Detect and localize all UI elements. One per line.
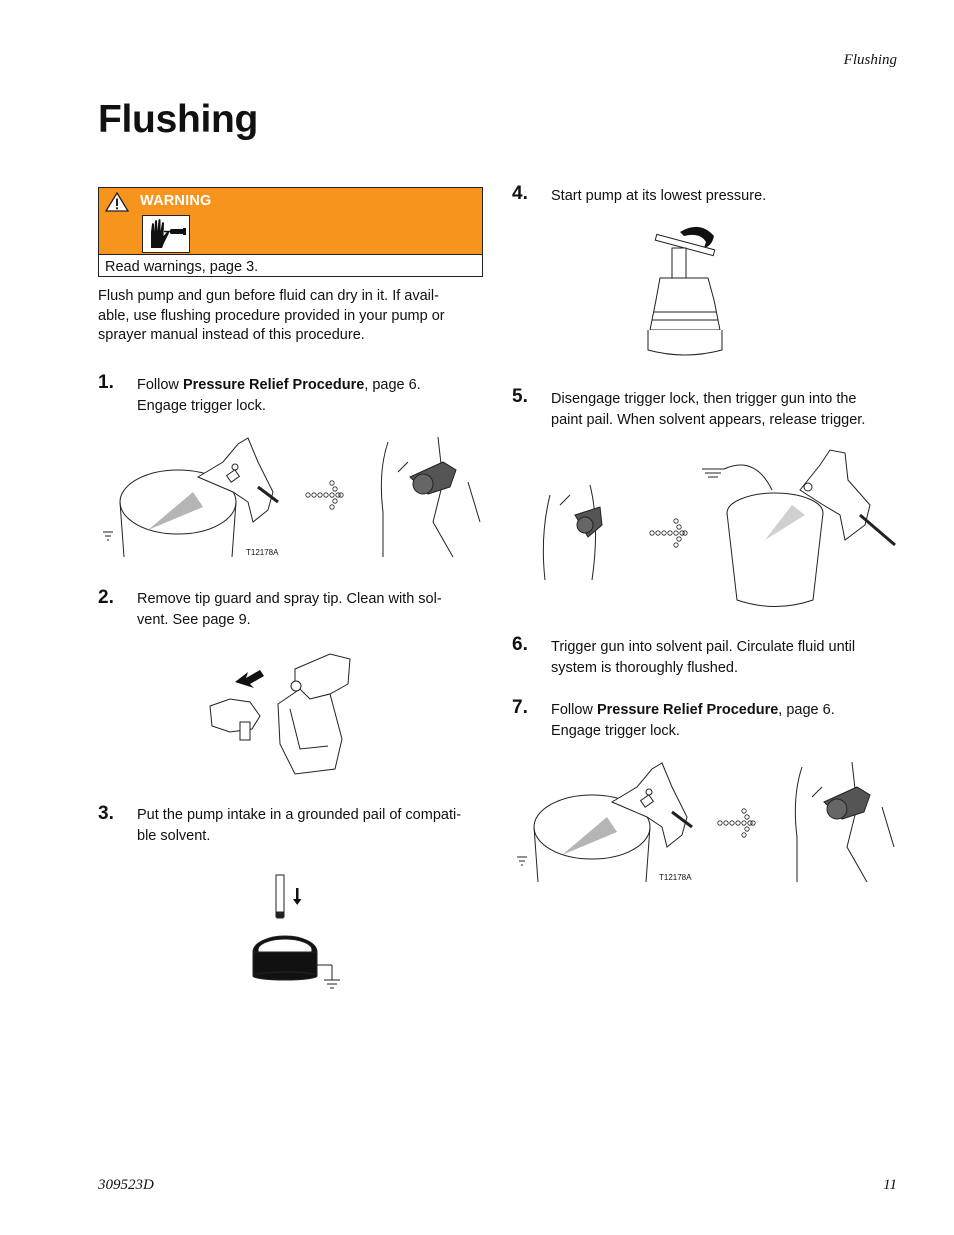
transition-arrow-icon [650, 519, 687, 547]
step-6-text [551, 637, 855, 679]
pressure-knob-illustration [648, 234, 722, 355]
warning-triangle-icon [105, 192, 129, 212]
step-1-number: 1. [98, 372, 114, 393]
step-4-number: 4. [512, 183, 528, 204]
remove-tip-arrow-icon [235, 670, 264, 688]
step-4-text [551, 186, 766, 207]
step-text-post: , page 6. [364, 377, 421, 393]
step-1-text [137, 375, 421, 417]
step-text-pre: Follow [137, 377, 183, 393]
step-2-number: 2. [98, 587, 114, 608]
step-text-line2: system is thoroughly flushed. [551, 660, 738, 676]
warning-box [98, 187, 483, 277]
figure-label: T12178A [659, 873, 692, 882]
step-3-number: 3. [98, 803, 114, 824]
step-3-text [137, 805, 461, 847]
warning-text: Read warnings, page 3. [105, 259, 259, 275]
running-header: Flushing [843, 52, 897, 68]
intro-line: able, use flushing procedure provided in your pump or [98, 307, 445, 324]
step-1-figure [98, 432, 483, 562]
document-number: 309523D [98, 1177, 154, 1193]
solvent-pail-illustration [253, 936, 317, 980]
step-5-text [551, 389, 865, 431]
step-2-text [137, 589, 442, 631]
intro-line: Flush pump and gun before fluid can dry in it. If avail- [98, 288, 439, 304]
step-7-figure [512, 757, 897, 887]
ground-symbol-icon [702, 465, 772, 490]
step-text-line1: Disengage trigger lock, then trigger gun into the [551, 391, 857, 407]
step-5-number: 5. [512, 386, 528, 407]
intro-paragraph [98, 287, 486, 346]
transition-arrow-icon [718, 809, 755, 837]
step-text-line1: Start pump at its lowest pressure. [551, 188, 767, 204]
step-text-line2: vent. See page 9. [137, 612, 251, 628]
step-7-number: 7. [512, 697, 528, 718]
step-text-pre: Follow [551, 702, 597, 718]
page-number: 11 [883, 1177, 897, 1193]
warning-header [99, 188, 482, 255]
step-7-text [551, 700, 835, 742]
pump-intake-tube-illustration [276, 875, 284, 918]
ground-symbol-icon [317, 965, 340, 988]
step-text-line2: Engage trigger lock. [137, 398, 266, 414]
step-2-figure [200, 644, 360, 779]
transition-arrow-icon [306, 481, 343, 509]
spray-gun-body-illustration [278, 654, 350, 774]
step-4-figure [640, 220, 740, 360]
step-text-line1: Put the pump intake in a grounded pail of compati- [137, 807, 462, 823]
trigger-lock-closeup-illustration [795, 762, 894, 882]
page-title: Flushing [98, 98, 259, 141]
step-text-line1: Trigger gun into solvent pail. Circulate fluid until [551, 639, 856, 655]
step-text-line2: paint pail. When solvent appears, release trigger. [551, 412, 866, 428]
tip-guard-illustration [210, 699, 260, 740]
step-5-figure [530, 445, 900, 615]
step-text-line2: ble solvent. [137, 828, 211, 844]
step-text-line1: Remove tip guard and spray tip. Clean with sol- [137, 591, 442, 607]
step-6-number: 6. [512, 634, 528, 655]
hand-skin-injection-icon [142, 215, 190, 253]
step-text-bold: Pressure Relief Procedure [182, 377, 365, 393]
step-text-post: , page 6. [778, 702, 835, 718]
intro-line: sprayer manual instead of this procedure. [98, 327, 365, 343]
trigger-unlock-closeup-illustration [543, 485, 602, 580]
warning-label: WARNING [140, 193, 212, 209]
paint-pail-illustration [727, 493, 823, 607]
step-3-figure [248, 870, 348, 995]
down-arrow-icon [293, 888, 302, 905]
figure-label: T12178A [246, 548, 279, 557]
trigger-lock-closeup-illustration [381, 437, 480, 557]
step-text-bold: Pressure Relief Procedure [596, 702, 779, 718]
step-text-line2: Engage trigger lock. [551, 723, 680, 739]
